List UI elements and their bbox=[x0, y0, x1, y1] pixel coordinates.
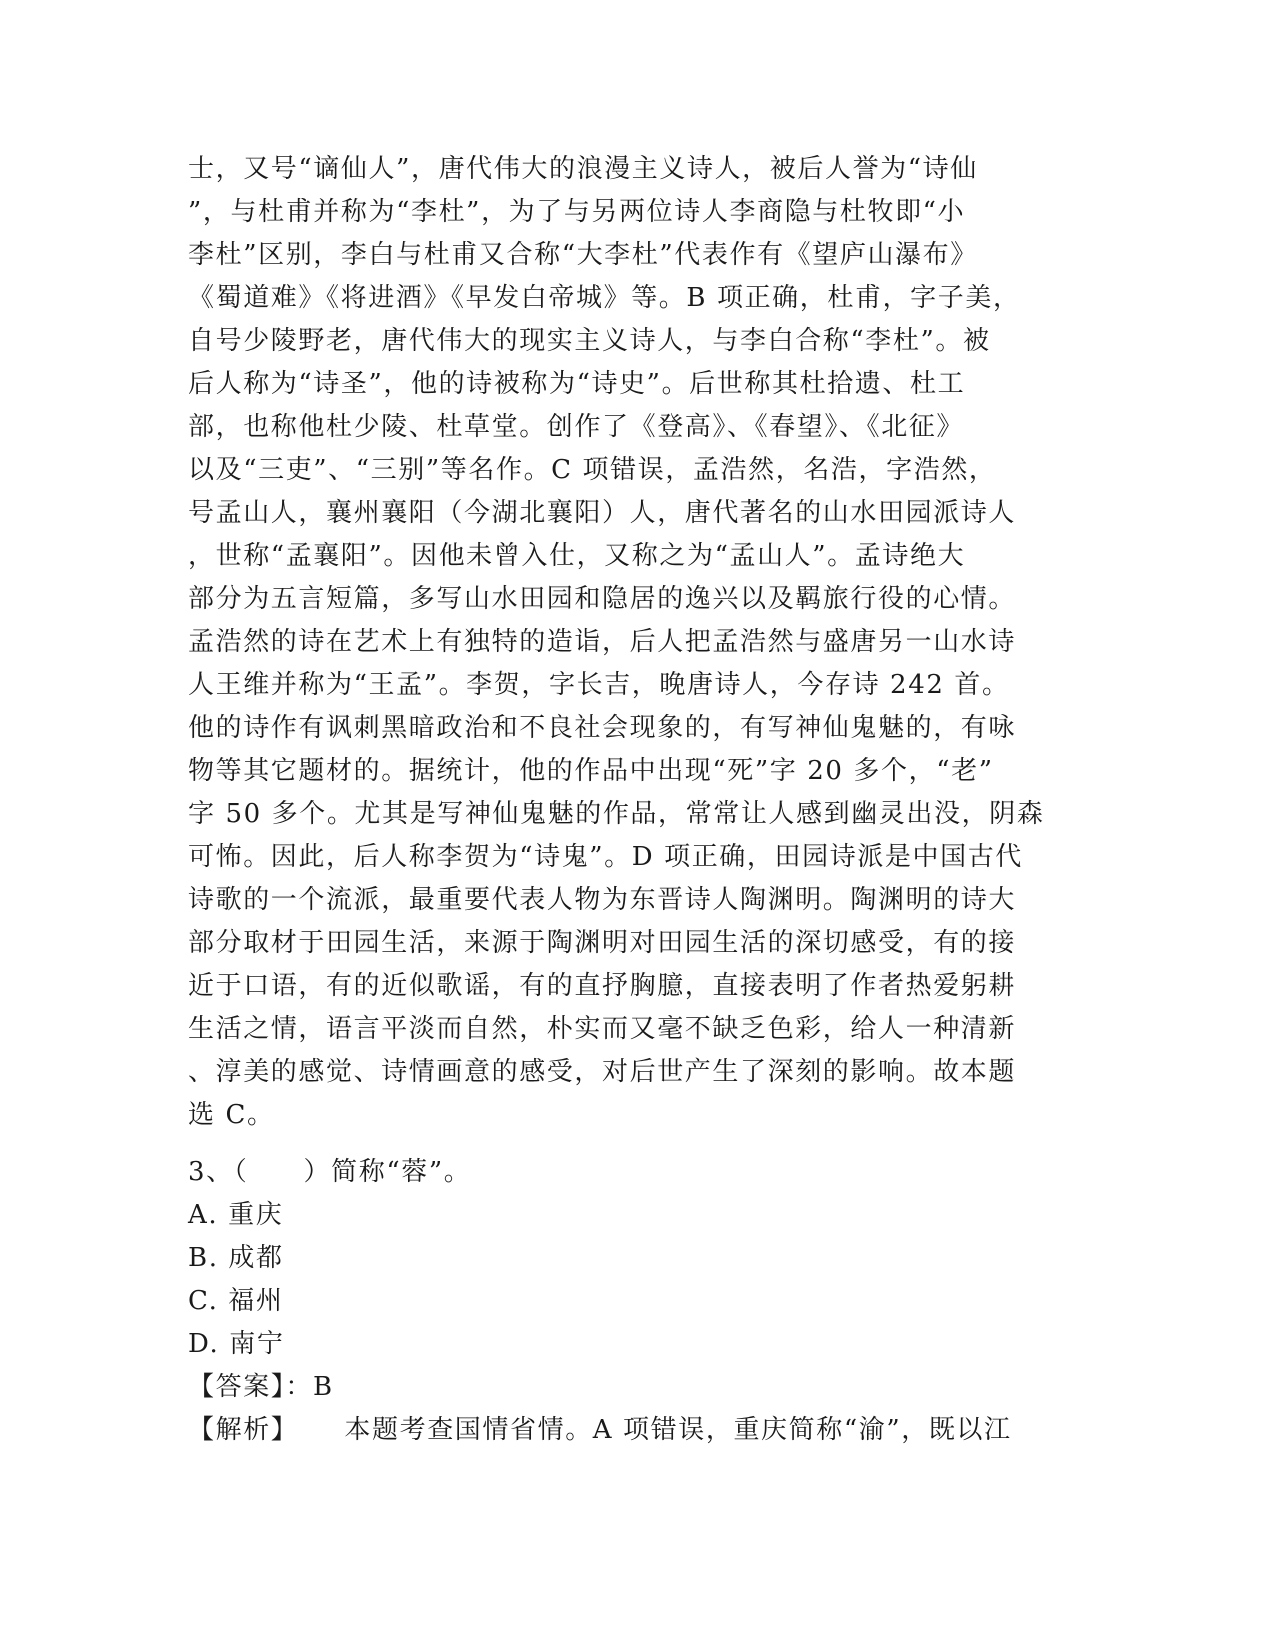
text-line: 《蜀道难》《将进酒》《早发白帝城》等。B 项正确，杜甫，字子美， bbox=[188, 283, 1021, 313]
option-c: C. 福州 bbox=[188, 1286, 284, 1316]
option-b: B. 成都 bbox=[188, 1243, 284, 1273]
text-line: 生活之情，语言平淡而自然，朴实而又毫不缺乏色彩，给人一种清新 bbox=[188, 1014, 1017, 1044]
text-line: 孟浩然的诗在艺术上有独特的造诣，后人把孟浩然与盛唐另一山水诗 bbox=[188, 627, 1017, 657]
analysis-text: 本题考查国情省情。A 项错误，重庆简称“渝”，既以江 bbox=[344, 1415, 1012, 1445]
paragraph-gap bbox=[188, 1137, 1088, 1151]
text-line: 可怖。因此，后人称李贺为“诗鬼”。D 项正确，田园诗派是中国古代 bbox=[188, 842, 1023, 872]
text-line: 以及“三吏”、“三别”等名作。C 项错误，孟浩然，名浩，字浩然， bbox=[188, 455, 997, 485]
text-line: 士，又号“谪仙人”，唐代伟大的浪漫主义诗人，被后人誉为“诗仙 bbox=[188, 154, 978, 184]
text-line: ”，与杜甫并称为“李杜”，为了与另两位诗人李商隐与杜牧即“小 bbox=[188, 197, 966, 227]
text-line: 、淳美的感觉、诗情画意的感受，对后世产生了深刻的影响。故本题 bbox=[188, 1057, 1017, 1087]
text-line: 后人称为“诗圣”，他的诗被称为“诗史”。后世称其杜拾遗、杜工 bbox=[188, 369, 966, 399]
answer-line bbox=[188, 1366, 1088, 1409]
option-d: D. 南宁 bbox=[188, 1329, 285, 1359]
text-line: 号孟山人，襄州襄阳（今湖北襄阳）人，唐代著名的山水田园派诗人 bbox=[188, 498, 1017, 528]
question-block bbox=[188, 1151, 1088, 1452]
text-line: 人王维并称为“王孟”。李贺，字长吉，晚唐诗人，今存诗 242 首。 bbox=[188, 670, 1010, 700]
text-line: 近于口语，有的近似歌谣，有的直抒胸臆，直接表明了作者热爱躬耕 bbox=[188, 971, 1017, 1001]
text-line: 部分为五言短篇，多写山水田园和隐居的逸兴以及羁旅行役的心情。 bbox=[188, 584, 1017, 614]
analysis-line bbox=[188, 1409, 1088, 1452]
answer-value: B bbox=[313, 1372, 334, 1402]
text-line: 字 50 多个。尤其是写神仙鬼魅的作品，常常让人感到幽灵出没，阴森 bbox=[188, 799, 1045, 829]
text-line: 李杜”区别，李白与杜甫又合称“大李杜”代表作有《望庐山瀑布》 bbox=[188, 240, 978, 270]
explanation-paragraph bbox=[188, 148, 1088, 1137]
text-line: 他的诗作有讽刺黑暗政治和不良社会现象的，有写神仙鬼魅的，有咏 bbox=[188, 713, 1017, 743]
text-line: 自号少陵野老，唐代伟大的现实主义诗人，与李白合称“李杜”。被 bbox=[188, 326, 991, 356]
analysis-label: 【解析】 bbox=[188, 1415, 299, 1445]
option-a: A. 重庆 bbox=[188, 1200, 284, 1230]
text-line: 诗歌的一个流派，最重要代表人物为东晋诗人陶渊明。陶渊明的诗大 bbox=[188, 885, 1017, 915]
text-line: 部，也称他杜少陵、杜草堂。创作了《登高》、《春望》、《北征》 bbox=[188, 412, 965, 442]
text-line: 物等其它题材的。据统计，他的作品中出现“死”字 20 多个，“老” bbox=[188, 756, 994, 786]
text-line: 选 C。 bbox=[188, 1100, 275, 1130]
text-line: ，世称“孟襄阳”。因他未曾入仕，又称之为“孟山人”。孟诗绝大 bbox=[188, 541, 966, 571]
question-stem: 3、（ ）简称“蓉”。 bbox=[188, 1157, 472, 1187]
text-line: 部分取材于田园生活，来源于陶渊明对田园生活的深切感受，有的接 bbox=[188, 928, 1017, 958]
page-content bbox=[188, 148, 1088, 1452]
answer-label: 【答案】： bbox=[188, 1372, 314, 1402]
